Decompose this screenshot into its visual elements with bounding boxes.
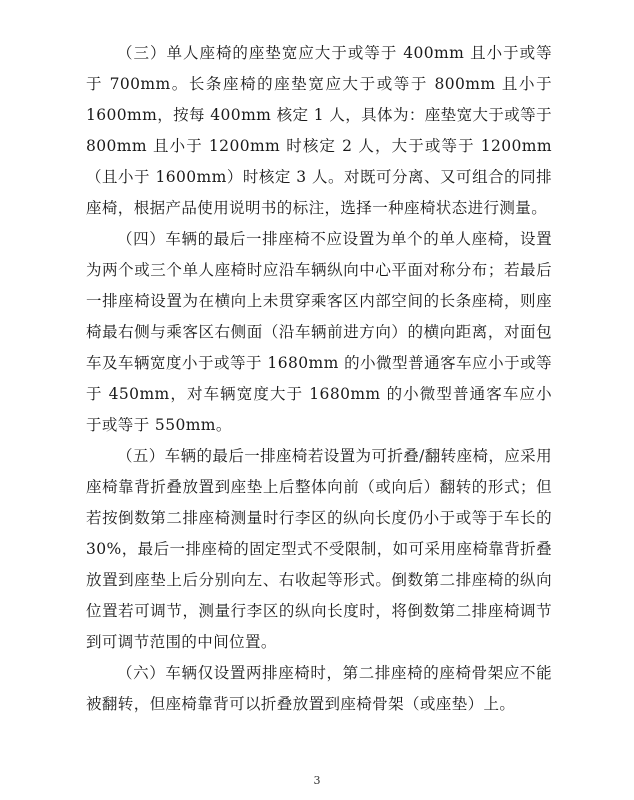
paragraph-two-row-seat: （六）车辆仅设置两排座椅时，第二排座椅的座椅骨架应不能被翻转，但座椅靠背可以折叠放置到座椅骨架（或座垫）上。	[86, 664, 552, 713]
paragraph-last-row-seat: （四）车辆的最后一排座椅不应设置为单个的单人座椅，设置为两个或三个单人座椅时应沿车辆纵向中心平面对称分布；若最后一排座椅设置为在横向上未贯穿乘客区内部空间的长条座椅，则座椅最右侧与乘客区右侧面（沿车辆前进方向）的横向距离，对面包车及车辆宽度小于或等于 1680mm 的小微型普通客车应小于或等于 450mm，对车辆宽度大于 1680mm 的小微型普通客车应小于或等于 550mm。	[86, 230, 552, 434]
paragraph-seat-width: （三）单人座椅的座垫宽应大于或等于 400mm 且小于或等于 700mm。长条座椅的座垫宽应大于或等于 800mm 且小于 1600mm，按每 400mm 核定 1 人，具体为：座垫宽大于或等于 800mm 且小于 1200mm 时核定 2 人，大于或等于 1200mm（且小于 1600mm）时核定 3 人。对既可分离、又可组合的同排座椅，根据产品使用说明书的标注，选择一种座椅状态进行测量。	[86, 44, 552, 217]
paragraph-foldable-seat: （五）车辆的最后一排座椅若设置为可折叠/翻转座椅，应采用座椅靠背折叠放置到座垫上后整体向前（或向后）翻转的形式；但若按倒数第二排座椅测量时行李区的纵向长度仍小于或等于车长的 30%，最后一排座椅的固定型式不受限制，如可采用座椅靠背折叠放置到座垫上后分别向左、右收起等形式。倒数第二排座椅的纵向位置若可调节，测量行李区的纵向长度时，将倒数第二排座椅调节到可调节范围的中间位置。	[86, 447, 552, 651]
document-body	[86, 38, 552, 720]
page-number: 3	[313, 774, 321, 787]
